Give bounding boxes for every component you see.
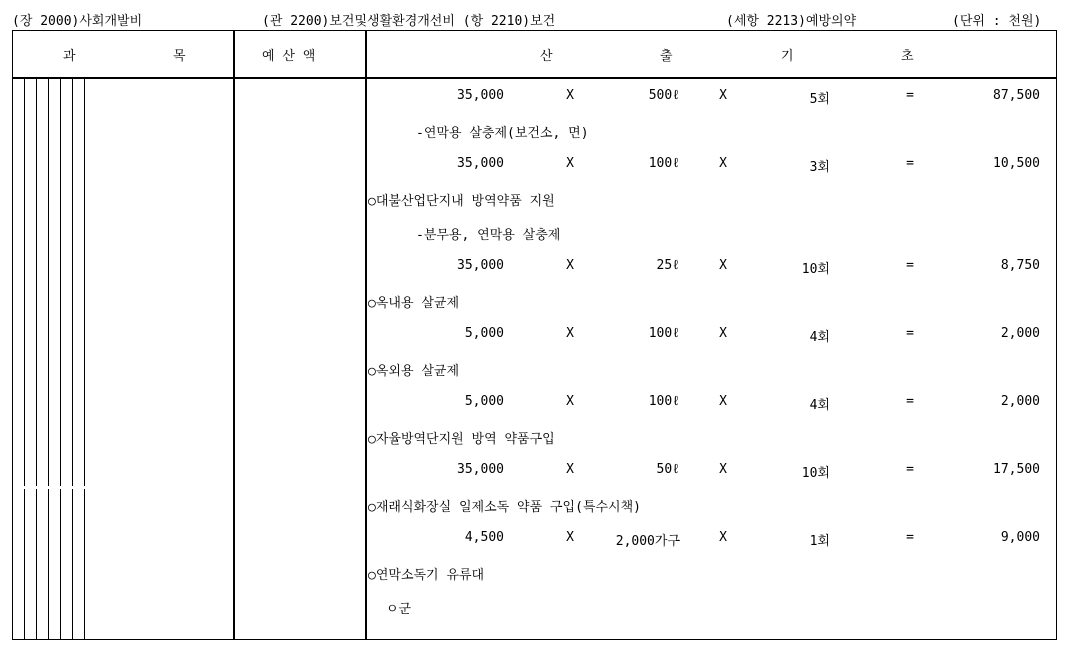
multiply-sign: X: [719, 258, 727, 273]
unit-price: 35,000: [457, 462, 504, 477]
header-unit: (단위 : 천원): [952, 14, 1042, 29]
multiply-sign: X: [719, 156, 727, 171]
table-row: [0, 190, 1067, 210]
multiply-sign: X: [566, 326, 574, 341]
frequency: 10회: [801, 466, 830, 481]
item-label: ○옥외용 살균제: [368, 364, 460, 379]
amount: 8,750: [1000, 258, 1040, 273]
unit-price: 35,000: [457, 156, 504, 171]
multiply-sign: X: [719, 394, 727, 409]
multiply-sign: X: [566, 462, 574, 477]
amount: 2,000: [1000, 394, 1040, 409]
col-header-budget: 예 산 액: [262, 49, 316, 64]
quantity: 100ℓ: [648, 156, 680, 171]
table-row: [0, 122, 1067, 142]
table-row: [0, 156, 1067, 176]
header-sehang: (세항 2213)예방의약: [726, 14, 857, 29]
item-label: ○자율방역단지원 방역 약품구입: [368, 432, 555, 447]
equals-sign: =: [906, 394, 914, 409]
header-divider: [13, 77, 1056, 79]
unit-price: 5,000: [464, 326, 504, 341]
equals-sign: =: [906, 530, 914, 545]
frequency: 4회: [809, 398, 830, 413]
multiply-sign: X: [566, 88, 574, 103]
table-row: [0, 360, 1067, 380]
quantity: 50ℓ: [656, 462, 680, 477]
item-label: ○옥내용 살균제: [368, 296, 460, 311]
equals-sign: =: [906, 326, 914, 341]
table-row: [0, 428, 1067, 448]
header-gwan: (관 2200)보건및생활환경개선비 (항 2210)보건: [262, 14, 556, 29]
table-row: [0, 462, 1067, 482]
equals-sign: =: [906, 156, 914, 171]
sub-item-label: -연막용 살충제(보건소, 면): [416, 126, 589, 141]
table-row: [0, 530, 1067, 550]
unit-price: 4,500: [464, 530, 504, 545]
table-row: [0, 258, 1067, 278]
table-row: [0, 394, 1067, 414]
quantity: 100ℓ: [648, 394, 680, 409]
table-row: [0, 326, 1067, 346]
quantity: 500ℓ: [648, 88, 680, 103]
quantity: 2,000가구: [615, 534, 680, 549]
col-header-basis-1: 산: [540, 49, 553, 64]
sub-item-label: -분무용, 연막용 살충제: [416, 228, 561, 243]
frequency: 3회: [809, 160, 830, 175]
col-header-basis-3: 기: [781, 49, 794, 64]
multiply-sign: X: [566, 258, 574, 273]
unit-price: 5,000: [464, 394, 504, 409]
equals-sign: =: [906, 88, 914, 103]
item-label: ○재래식화장실 일제소독 약품 구입(특수시책): [368, 500, 642, 515]
multiply-sign: X: [719, 326, 727, 341]
frequency: 4회: [809, 330, 830, 345]
amount: 9,000: [1000, 530, 1040, 545]
col-header-subject-a: 과: [63, 49, 76, 64]
frequency: 5회: [809, 92, 830, 107]
table-row: [0, 224, 1067, 244]
quantity: 25ℓ: [656, 258, 680, 273]
frequency: 10회: [801, 262, 830, 277]
item-label: ○대불산업단지내 방역약품 지원: [368, 194, 555, 209]
table-row: [0, 292, 1067, 312]
multiply-sign: X: [719, 462, 727, 477]
multiply-sign: X: [719, 88, 727, 103]
amount: 2,000: [1000, 326, 1040, 341]
table-row: [0, 598, 1067, 618]
table-row: [0, 564, 1067, 584]
unit-price: 35,000: [457, 258, 504, 273]
table-row: [0, 496, 1067, 516]
col-header-basis-4: 초: [901, 49, 914, 64]
col-header-basis-2: 출: [660, 49, 673, 64]
unit-price: 35,000: [457, 88, 504, 103]
multiply-sign: X: [566, 156, 574, 171]
multiply-sign: X: [566, 394, 574, 409]
sub-sub-item-label: ㅇ군: [386, 602, 412, 617]
frequency: 1회: [809, 534, 830, 549]
multiply-sign: X: [566, 530, 574, 545]
table-row: [0, 88, 1067, 108]
item-label: ○연막소독기 유류대: [368, 568, 485, 583]
amount: 87,500: [993, 88, 1040, 103]
equals-sign: =: [906, 462, 914, 477]
equals-sign: =: [906, 258, 914, 273]
multiply-sign: X: [719, 530, 727, 545]
header-jang: (장 2000)사회개발비: [12, 14, 143, 29]
amount: 17,500: [993, 462, 1040, 477]
quantity: 100ℓ: [648, 326, 680, 341]
amount: 10,500: [993, 156, 1040, 171]
col-header-subject-b: 목: [173, 49, 186, 64]
